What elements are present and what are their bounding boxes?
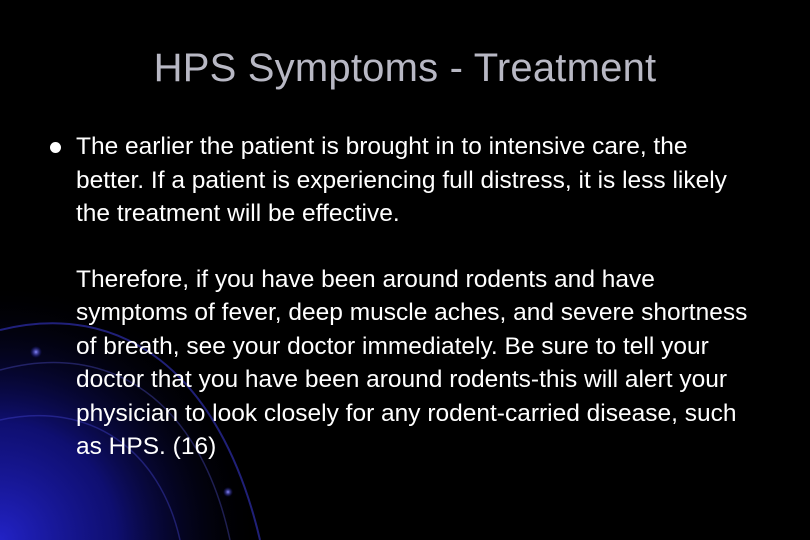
paragraph-2: Therefore, if you have been around rodents and have symptoms of fever, deep muscle aches, and severe shortness of breath, see your doctor immediately. Be sure to tell your doctor that you have been around rodents-this will alert your physician to look closely for any rodent-carried disease, such as HPS. (16) — [76, 265, 748, 460]
slide-body — [50, 130, 750, 464]
slide-title: HPS Symptoms - Treatment — [153, 46, 657, 90]
paragraph-1: The earlier the patient is brought in to intensive care, the better. If a patient is experiencing full distress, it is less likely the treatment will be effective. — [76, 133, 727, 227]
bullet-icon — [50, 142, 61, 153]
bullet-item — [50, 130, 750, 464]
